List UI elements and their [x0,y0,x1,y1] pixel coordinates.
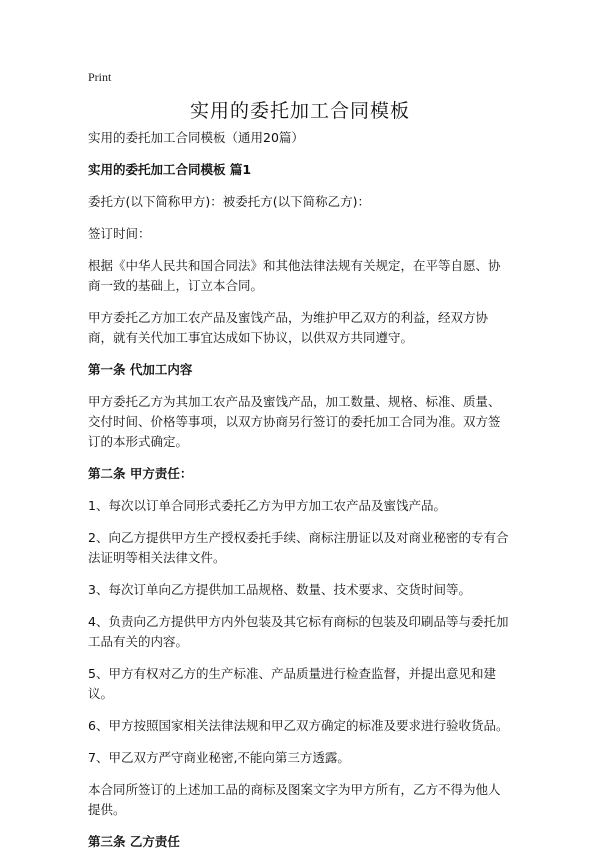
basis-paragraph: 根据《中华人民共和国合同法》和其他法律法规有关规定，在平等自愿、协商一致的基础上，订立本合同。 [88,258,501,293]
article-2-item: 2、向乙方提供甲方生产授权委托手续、商标注册证以及对商业秘密的专有合法证明等相关法律文件。 [88,530,509,565]
article-1-heading: 第一条 代加工内容 [88,362,193,377]
section-heading: 实用的委托加工合同模板 篇1 [88,162,252,177]
print-label[interactable]: Print [88,70,112,84]
document-subtitle: 实用的委托加工合同模板（通用20篇） [88,130,304,145]
article-2-heading: 第二条 甲方责任： [88,466,193,481]
document-title: 实用的委托加工合同模板 [189,100,410,122]
article-2-item: 3、每次订单向乙方提供加工品规格、数量、技术要求、交货时间等。 [88,582,471,597]
article-1-text: 甲方委托乙方为其加工农产品及蜜饯产品，加工数量、规格、标准、质量、交付时间、价格等事项，以双方协商另行签订的委托加工合同为准。双方签订的本形式确定。 [88,394,501,449]
document-body [88,128,512,864]
article-2-item: 6、甲方按照国家相关法律法规和甲乙双方确定的标准及要求进行验收货品。 [88,718,509,733]
article-2-item: 5、甲方有权对乙方的生产标准、产品质量进行检查监督，并提出意见和建议。 [88,666,496,701]
article-2-item: 7、甲乙双方严守商业秘密,不能向第三方透露。 [88,750,350,765]
signing-time-paragraph: 签订时间： [88,226,151,241]
article-3-heading: 第三条 乙方责任 [88,834,180,849]
purpose-paragraph: 甲方委托乙方加工农产品及蜜饯产品，为维护甲乙双方的利益，经双方协商，就有关代加工事宜达成如下协议，以供双方共同遵守。 [88,310,489,345]
article-2-closing: 本合同所签订的上述加工品的商标及图案文字为甲方所有，乙方不得为他人提供。 [88,782,501,817]
article-2-item: 4、负责向乙方提供甲方内外包装及其它标有商标的包装及印刷品等与委托加工品有关的内容。 [88,614,509,649]
parties-paragraph: 委托方(以下简称甲方)：被委托方(以下简称乙方)： [88,194,371,209]
article-2-item: 1、每次以订单合同形式委托乙方为甲方加工农产品及蜜饯产品。 [88,498,446,513]
